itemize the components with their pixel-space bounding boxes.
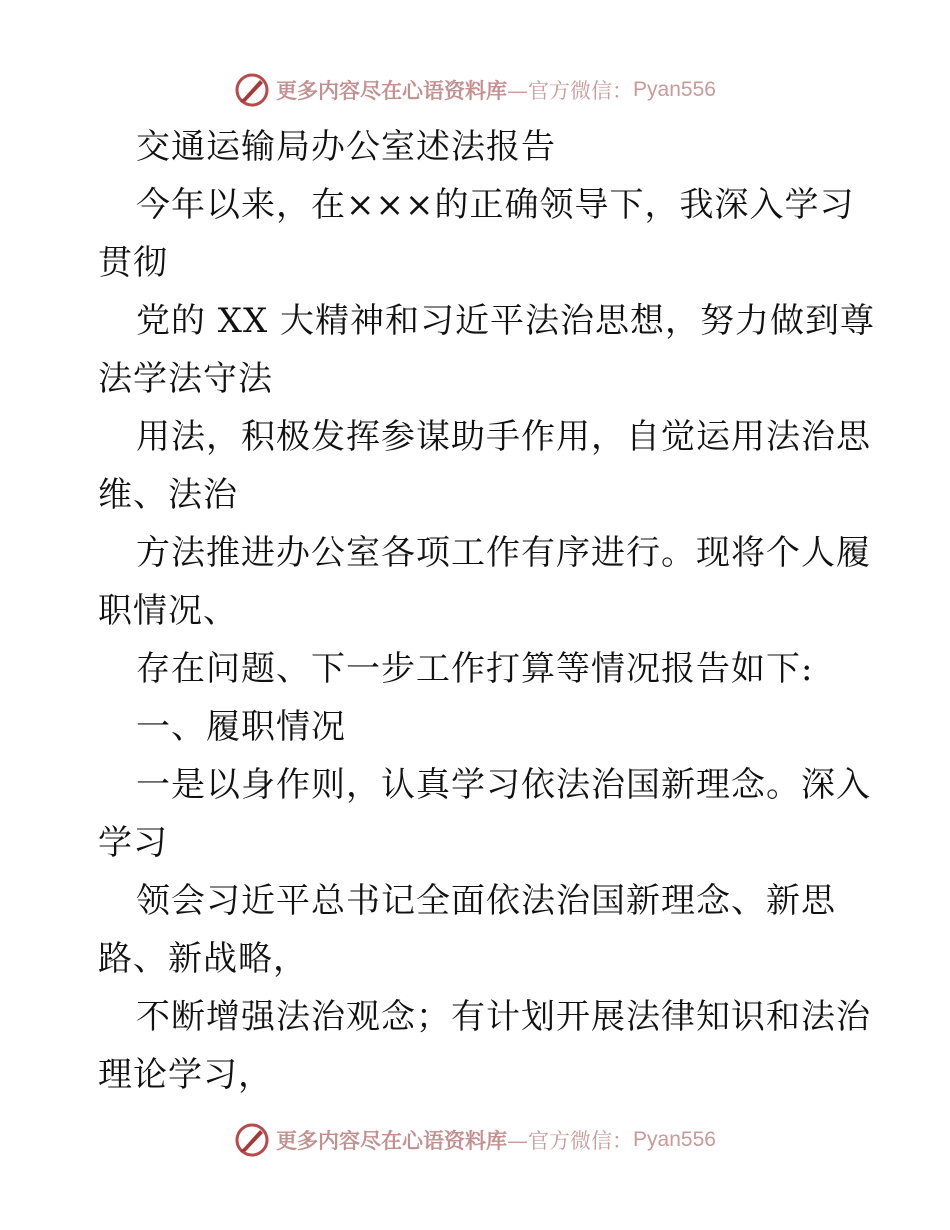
watermark-suffix: 官方微信： [528, 79, 634, 103]
paragraph-line: 一、履职情况 [136, 707, 346, 747]
watermark-dash: — [507, 79, 529, 103]
paragraph-line: 法学法守法 [98, 359, 273, 399]
paragraph-line: 今年以来，在×××的正确领导下，我深入学习 [136, 185, 855, 225]
quill-logo-icon [234, 1122, 270, 1158]
watermark-id: Pyan556 [633, 1128, 716, 1151]
paragraph-line: 贯彻 [98, 243, 168, 283]
paragraph-line: 一是以身作则，认真学习依法治国新理念。深入 [136, 765, 871, 805]
paragraph-line: 维、法治 [98, 475, 238, 515]
paragraph-line: 不断增强法治观念；有计划开展法律知识和法治 [136, 997, 871, 1037]
paragraph-line: 交通运输局办公室述法报告 [136, 127, 556, 167]
watermark-title: 更多内容尽在心语资料库 [276, 78, 508, 103]
paragraph-line: 方法推进办公室各项工作有序进行。现将个人履 [136, 533, 871, 573]
paragraph-line: 存在问题、下一步工作打算等情况报告如下: [136, 649, 814, 689]
watermark-text [276, 75, 633, 105]
paragraph-line: 用法，积极发挥参谋助手作用，自觉运用法治思 [136, 417, 871, 457]
watermark-text [276, 1125, 633, 1155]
watermark-dash: — [507, 1129, 529, 1153]
paragraph-line: 理论学习， [98, 1055, 273, 1095]
watermark-id: Pyan556 [633, 78, 716, 101]
quill-logo-icon [234, 72, 270, 108]
document-body [98, 118, 876, 1104]
paragraph-line: 领会习近平总书记全面依法治国新理念、新思 [136, 881, 836, 921]
paragraph-line: 职情况、 [98, 591, 238, 631]
paragraph-line: 党的 XX 大精神和习近平法治思想，努力做到尊 [136, 301, 876, 341]
paragraph-line: 路、新战略， [98, 939, 308, 979]
watermark-suffix: 官方微信： [528, 1129, 634, 1153]
watermark-title: 更多内容尽在心语资料库 [276, 1128, 508, 1153]
paragraph-line: 学习 [98, 823, 168, 863]
footer-watermark [0, 1120, 950, 1160]
header-watermark [0, 70, 950, 110]
